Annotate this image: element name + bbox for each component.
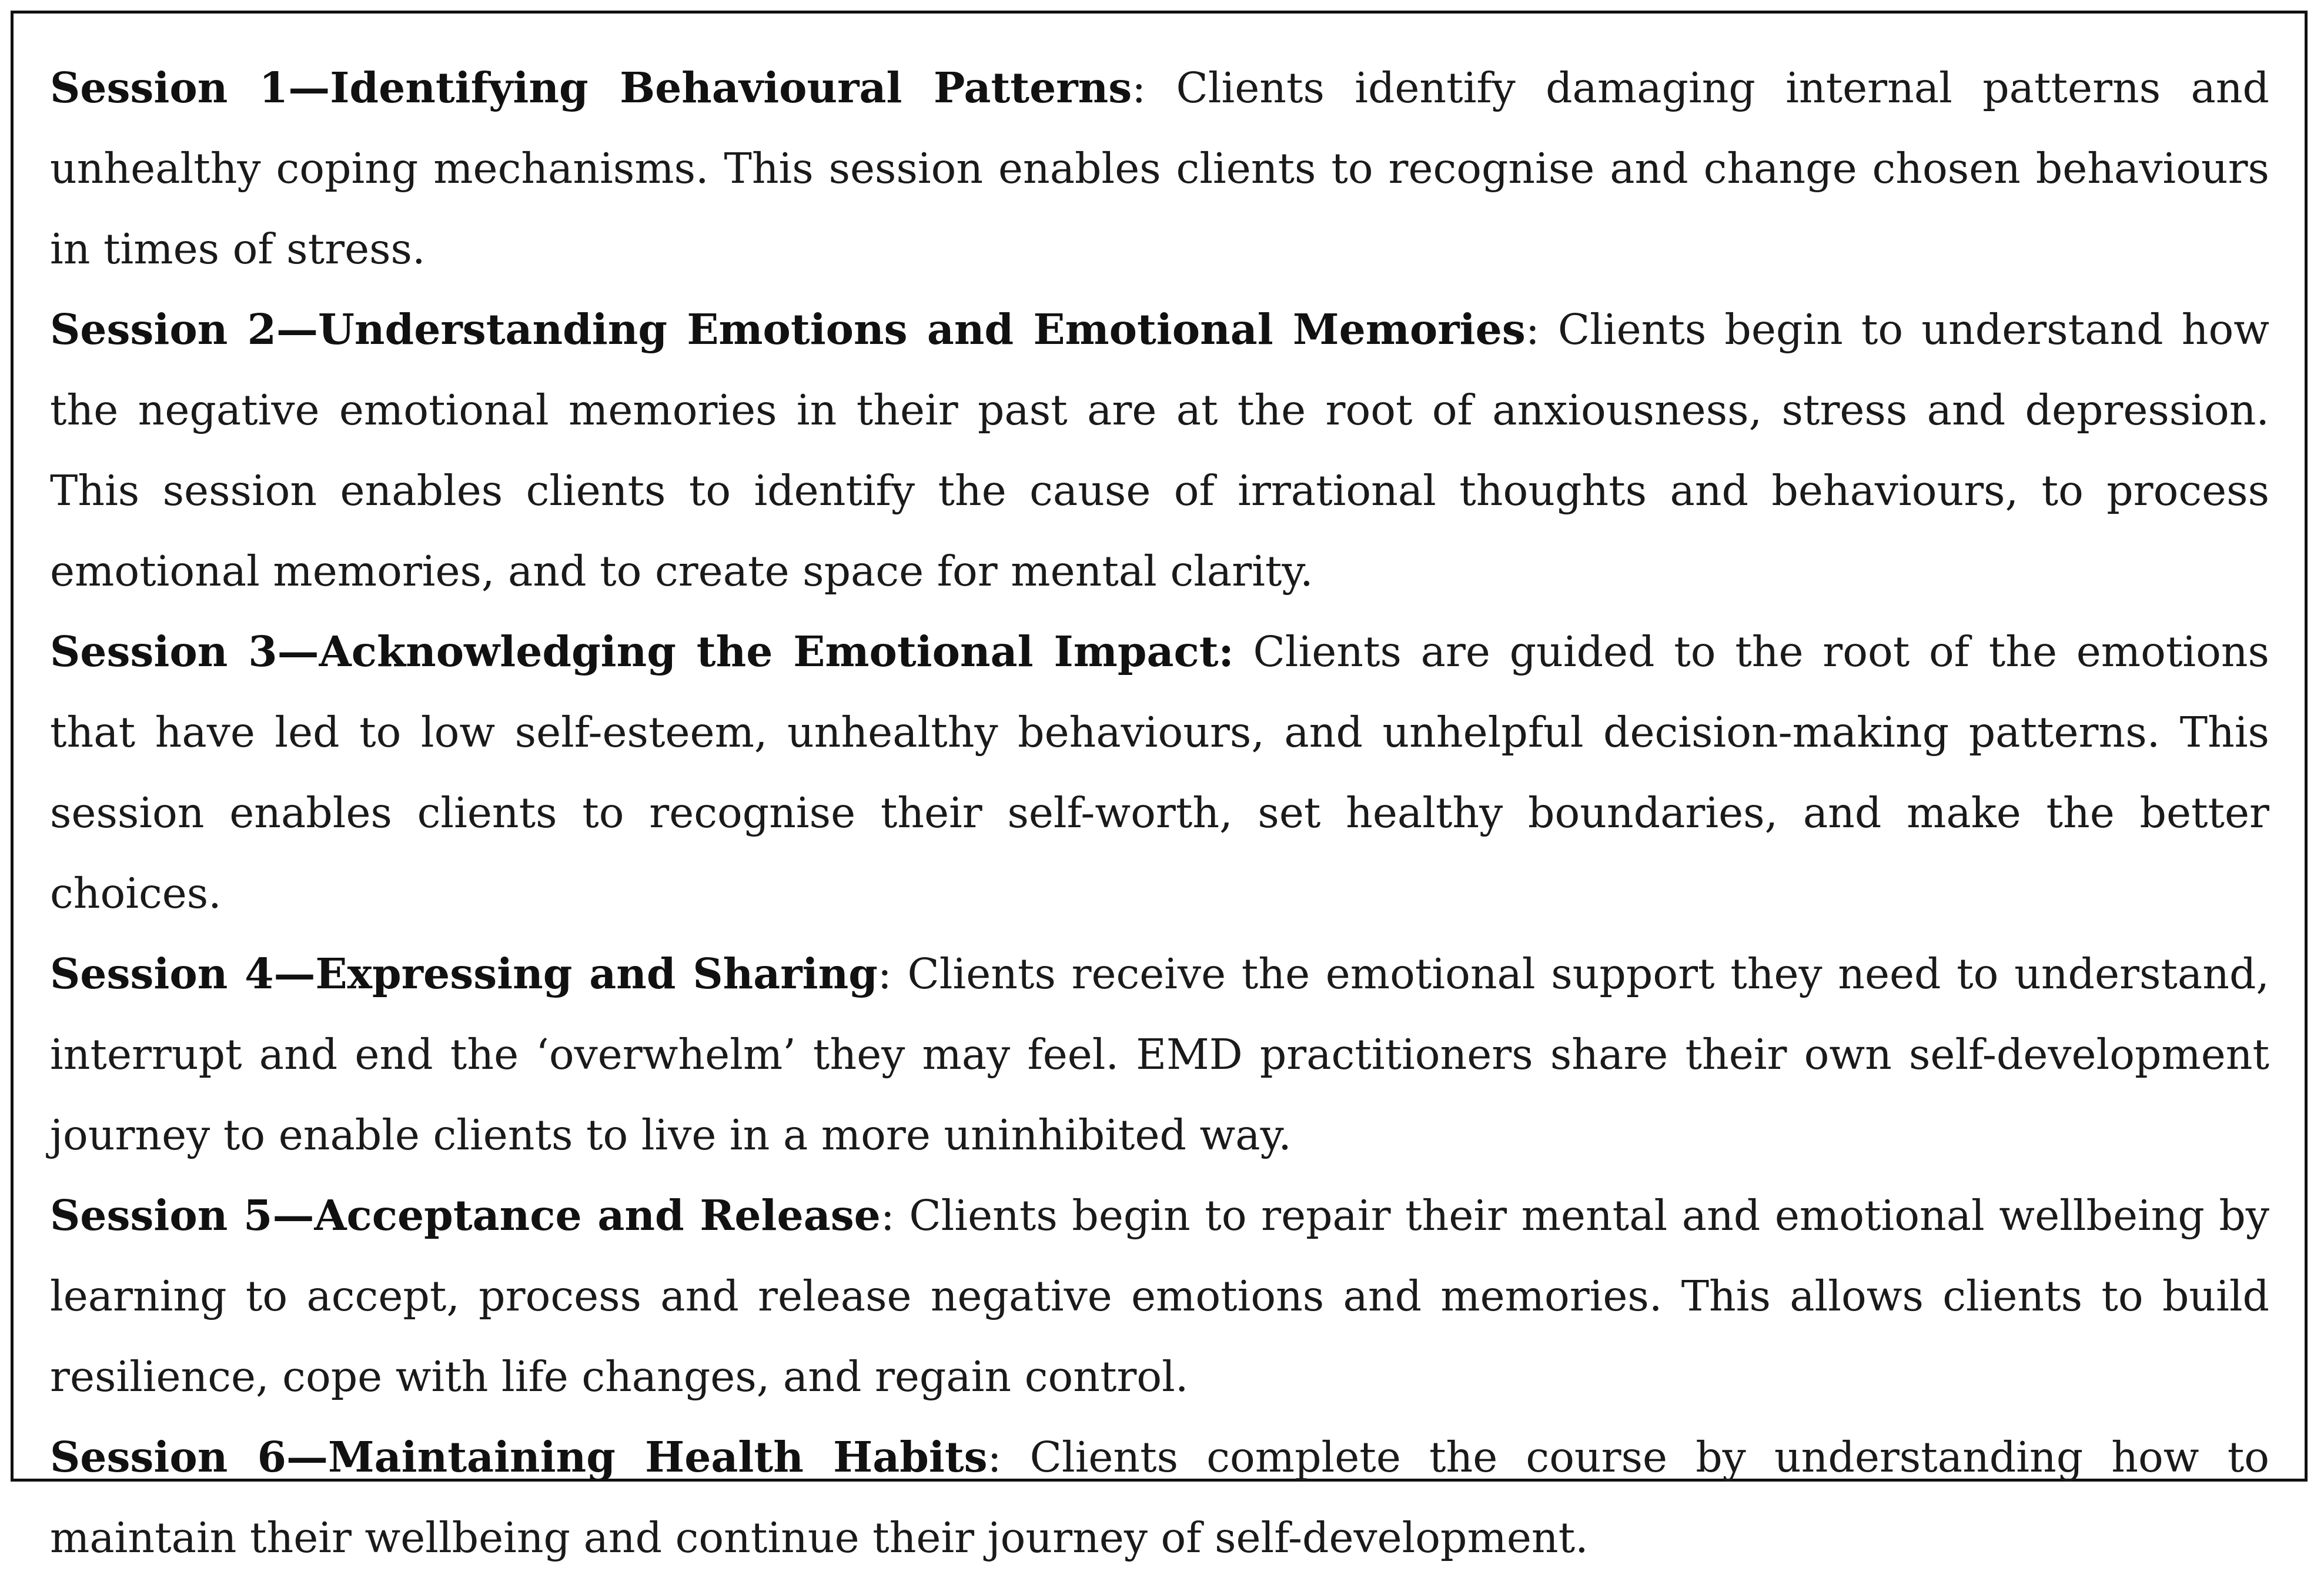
session-2-paragraph xyxy=(50,289,2269,611)
session-3-paragraph xyxy=(50,611,2269,934)
session-5-description: : Clients begin to repair their mental and emotional wellbeing by learning to accept, process and release negative emotions and memories. This allows clients to build resilience, cope with life changes, and regain control. xyxy=(50,1191,2269,1401)
session-4-paragraph xyxy=(50,934,2269,1175)
session-2-title: Session 2—Understanding Emotions and Emotional Memories xyxy=(50,305,1526,354)
session-1-title: Session 1—Identifying Behavioural Patterns xyxy=(50,63,1132,112)
session-overview-box xyxy=(11,11,2308,1562)
session-2-description: : Clients begin to understand how the negative emotional memories in their past are at the root of anxiousness, stress and depression. This session enables clients to identify the cause of irrational thoughts and behaviours, to process emotional memories, and to create space for mental clarity. xyxy=(50,305,2269,596)
session-1-paragraph xyxy=(50,48,2269,289)
session-6-title: Session 6—Maintaining Health Habits xyxy=(50,1432,988,1482)
session-3-title: Session 3—Acknowledging the Emotional Impact: xyxy=(50,627,1234,676)
session-5-title: Session 5—Acceptance and Release xyxy=(50,1191,881,1240)
session-4-title: Session 4—Expressing and Sharing xyxy=(50,949,878,998)
session-6-description: : Clients complete the course by understanding how to maintain their wellbeing and continue their journey of self-development. xyxy=(50,1433,2269,1562)
session-6-paragraph xyxy=(50,1417,2269,1578)
session-1-description: : Clients identify damaging internal patterns and unhealthy coping mechanisms. This session enables clients to recognise and change chosen behaviours in times of stress. xyxy=(50,63,2269,273)
session-3-description: Clients are guided to the root of the emotions that have led to low self-esteem, unhealthy behaviours, and unhelpful decision-making patterns. This session enables clients to recognise their self-worth, set healthy boundaries, and make the better choices. xyxy=(50,627,2269,918)
session-5-paragraph xyxy=(50,1175,2269,1417)
session-4-description: : Clients receive the emotional support they need to understand, interrupt and end the ‘overwhelm’ they may feel. EMD practitioners share their own self-development journey to enable clients to live in a more uninhibited way. xyxy=(50,950,2269,1159)
session-list xyxy=(50,48,2269,1578)
